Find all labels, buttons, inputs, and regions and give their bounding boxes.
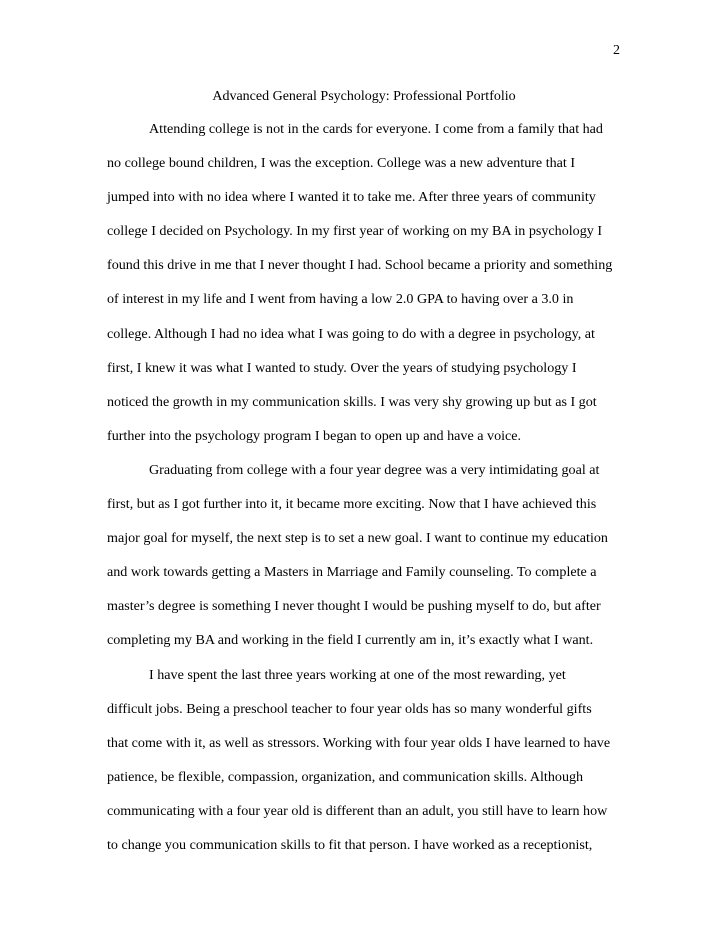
paragraph-line: further into the psychology program I began to open up and have a voice.: [107, 427, 522, 444]
paragraph-line: noticed the growth in my communication skills. I was very shy growing up but as I got: [107, 393, 597, 410]
paragraph-line: Attending college is not in the cards for everyone. I come from a family that had: [149, 121, 603, 137]
document-body: [107, 120, 627, 870]
page-number: 2: [613, 43, 620, 58]
paragraph-line: found this drive in me that I never thought I had. School became a priority and something: [107, 257, 613, 274]
paragraph-2: [107, 461, 627, 666]
paragraph-line: completing my BA and working in the field I currently am in, it’s exactly what I want.: [107, 632, 594, 649]
paragraph-line: difficult jobs. Being a preschool teacher to four year olds has so many wonderful gifts: [107, 700, 592, 717]
paragraph-line: first, but as I got further into it, it became more exciting. Now that I have achieved this: [107, 496, 597, 513]
paragraph-line: and work towards getting a Masters in Marriage and Family counseling. To complete a: [107, 564, 597, 581]
paragraph-line: jumped into with no idea where I wanted it to take me. After three years of community: [107, 189, 596, 206]
paragraph-line: first, I knew it was what I wanted to study. Over the years of studying psychology I: [107, 359, 577, 376]
paragraph-1: [107, 120, 627, 461]
paragraph-line: to change you communication skills to fit that person. I have worked as a receptionist,: [107, 836, 593, 853]
paragraph-line: of interest in my life and I went from having a low 2.0 GPA to having over a 3.0 in: [107, 291, 574, 308]
paragraph-line: I have spent the last three years working at one of the most rewarding, yet: [149, 666, 566, 683]
paragraph-line: that come with it, as well as stressors. Working with four year olds I have learned to have: [107, 734, 611, 751]
paragraph-line: college I decided on Psychology. In my first year of working on my BA in psychology I: [107, 223, 603, 240]
paragraph-line: no college bound children, I was the exception. College was a new adventure that I: [107, 155, 576, 172]
paragraph-line: master’s degree is something I never thought I would be pushing myself to do, but after: [107, 598, 601, 615]
paragraph-line: major goal for myself, the next step is to set a new goal. I want to continue my education: [107, 530, 608, 547]
paragraph-line: college. Although I had no idea what I was going to do with a degree in psychology, at: [107, 325, 595, 342]
paragraph-line: patience, be flexible, compassion, organization, and communication skills. Although: [107, 768, 584, 785]
paragraph-line: Graduating from college with a four year degree was a very intimidating goal at: [149, 461, 600, 478]
paragraph-line: communicating with a four year old is different than an adult, you still have to learn how: [107, 802, 608, 819]
document-title: Advanced General Psychology: Professional Portfolio: [212, 89, 516, 104]
paragraph-3: [107, 666, 627, 871]
